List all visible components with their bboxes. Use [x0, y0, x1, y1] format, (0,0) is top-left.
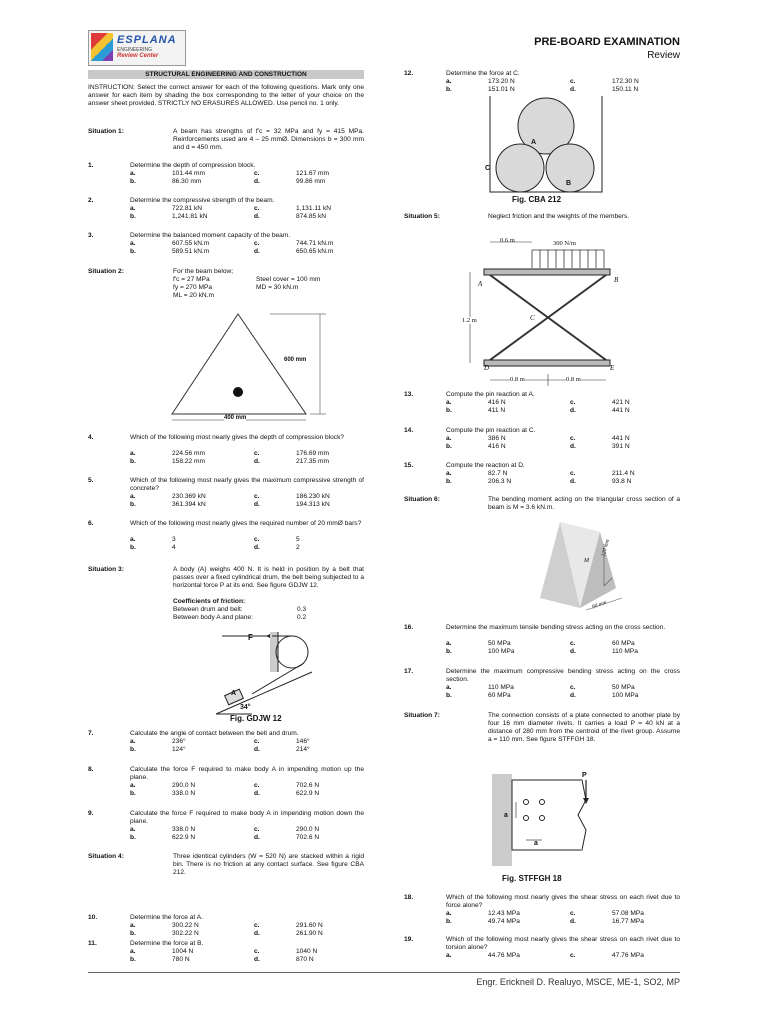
question-number: 4. [88, 434, 94, 441]
frame-load: 300 N/m [553, 240, 576, 247]
option-d: 441 N [612, 407, 630, 414]
option-letter-d: d. [254, 956, 260, 963]
option-a: 50 MPa [488, 640, 511, 647]
option-a: 236° [172, 738, 186, 745]
option-letter-d: d. [570, 443, 576, 450]
question-number: 7. [88, 730, 94, 737]
option-c: 702.6 N [296, 782, 320, 789]
situation-3-text: A body (A) weighs 400 N. It is held in position by a belt that passes over a fixed cylindrical drum, the belt being subjected to a horizontal force P at its end. See figure GDJW 12. [173, 566, 364, 589]
page-title: PRE-BOARD EXAMINATION [534, 36, 680, 48]
section-banner: STRUCTURAL ENGINEERING AND CONSTRUCTION [88, 70, 364, 79]
option-b: 206.3 N [488, 478, 512, 485]
option-letter-d: d. [570, 648, 576, 655]
question-number: 1. [88, 162, 94, 169]
option-b: 60 MPa [488, 692, 511, 699]
frame-E: E [610, 364, 615, 372]
question-number: 19. [404, 936, 414, 943]
option-b: 4 [172, 544, 176, 551]
option-c: 57.08 MPa [612, 910, 644, 917]
option-letter-c: c. [254, 536, 260, 543]
option-letter-a: a. [130, 205, 136, 212]
option-c: 121.67 mm [296, 170, 329, 177]
option-c: 146° [296, 738, 310, 745]
option-a: 44.76 MPa [488, 952, 520, 959]
figure-gdjw-angle: 34° [240, 704, 251, 711]
option-a: 224.56 mm [172, 450, 205, 457]
option-c: 421 N [612, 399, 630, 406]
option-a: 290.0 N [172, 782, 196, 789]
option-letter-b: b. [130, 178, 136, 185]
question-number: 15. [404, 462, 414, 469]
option-letter-b: b. [130, 248, 136, 255]
cba-a: A [531, 139, 537, 146]
question-number: 18. [404, 894, 414, 901]
situation-2-label: Situation 2: [88, 268, 124, 275]
question-number: 5. [88, 477, 94, 484]
option-d: 2 [296, 544, 300, 551]
option-letter-a: a. [446, 952, 452, 959]
situation-7-text: The connection consists of a plate connected to another plate by four 16 mm diameter rivets. It carries a load P = 40 kN at a distance of 280 mm from the centroid of the rivet group. Assume a = 110 mm. See figure STFFGH 18. [488, 712, 680, 743]
option-letter-b: b. [446, 692, 452, 699]
question-text: Calculate the force F required to make body A in impending motion down the plane. [130, 810, 364, 825]
option-a: 386 N [488, 435, 506, 442]
option-d: 150.11 N [612, 86, 639, 93]
option-c: 60 MPa [612, 640, 635, 647]
option-letter-c: c. [254, 782, 260, 789]
logo-name: ESPLANA [117, 34, 177, 46]
frame-B: B [614, 276, 619, 284]
option-letter-d: d. [254, 501, 260, 508]
option-letter-d: d. [254, 178, 260, 185]
option-letter-c: c. [570, 435, 576, 442]
figure-stffgh-caption: Fig. STFFGH 18 [502, 874, 562, 883]
option-letter-b: b. [130, 458, 136, 465]
option-c: 50 MPa [612, 684, 635, 691]
triangle-base-label: 400 mm [224, 415, 247, 421]
option-letter-a: a. [130, 240, 136, 247]
option-a: 1004 N [172, 948, 194, 955]
option-b: 622.9 N [172, 834, 196, 841]
option-c: 291.60 N [296, 922, 323, 929]
situation-5-label: Situation 5: [404, 213, 440, 220]
option-letter-a: a. [130, 450, 136, 457]
option-a: 110 MPa [488, 684, 514, 691]
figure-gdjw-caption: Fig. GDJW 12 [230, 714, 282, 723]
option-letter-b: b. [446, 443, 452, 450]
option-b: 302.22 N [172, 930, 199, 937]
frame-C: C [530, 314, 535, 322]
option-a: 230.369 kN [172, 493, 206, 500]
situation-7-label: Situation 7: [404, 712, 440, 719]
option-letter-d: d. [570, 407, 576, 414]
option-letter-a: a. [446, 435, 452, 442]
option-letter-b: b. [446, 648, 452, 655]
logo-sub: ENGINEERING [117, 47, 153, 53]
question-number: 13. [404, 391, 414, 398]
option-letter-c: c. [254, 826, 260, 833]
question-number: 14. [404, 427, 414, 434]
question-number: 12. [404, 70, 414, 77]
option-d: 261.90 N [296, 930, 323, 937]
figure-cba-caption: Fig. CBA 212 [512, 195, 562, 204]
cba-b: B [566, 180, 572, 187]
option-b: 151.01 N [488, 86, 515, 93]
situation-1-text: A beam has strengths of f'c = 32 MPa and fy = 415 MPa. Reinforcements used are 4 – 25 mmØ. Dimensions b = 300 mm and d = 450 mm. [173, 128, 364, 151]
option-c: 47.76 MPa [612, 952, 644, 959]
option-letter-a: a. [130, 948, 136, 955]
option-a: 416 N [488, 399, 506, 406]
option-letter-c: c. [254, 922, 260, 929]
question-number: 16. [404, 624, 414, 631]
option-letter-b: b. [130, 956, 136, 963]
question-number: 8. [88, 766, 94, 773]
option-a: 82.7 N [488, 470, 508, 477]
option-d: 214° [296, 746, 310, 753]
option-a: 607.55 kN.m [172, 240, 210, 247]
option-letter-b: b. [446, 86, 452, 93]
option-letter-a: a. [130, 782, 136, 789]
option-b: 1,241.81 kN [172, 213, 208, 220]
question-text: Which of the following most nearly gives the required number of 20 mmØ bars? [130, 520, 362, 527]
option-letter-d: d. [570, 918, 576, 925]
option-letter-d: d. [570, 86, 576, 93]
option-letter-c: c. [254, 205, 260, 212]
option-letter-a: a. [446, 910, 452, 917]
situation-4-label: Situation 4: [88, 853, 124, 860]
option-letter-a: a. [446, 78, 452, 85]
rivet-a2: a [534, 840, 538, 847]
rivet-connection-figure [490, 770, 600, 870]
option-letter-c: c. [254, 948, 260, 955]
option-letter-a: a. [446, 399, 452, 406]
question-number: 6. [88, 520, 94, 527]
option-c: 176.69 mm [296, 450, 329, 457]
figure-gdjw-a: A [231, 690, 237, 697]
situation-4-text: Three identical cylinders (W = 520 N) are stacked within a rigid bin. There is no friction at any contact surface. See figure CBA 212. [173, 853, 364, 876]
option-letter-b: b. [446, 918, 452, 925]
question-text: Determine the force at A. [130, 914, 203, 921]
option-letter-d: d. [254, 746, 260, 753]
option-letter-d: d. [254, 790, 260, 797]
friction-plane-value: 0.2 [297, 614, 307, 621]
option-letter-a: a. [130, 536, 136, 543]
option-a: 300.22 N [172, 922, 199, 929]
option-letter-c: c. [254, 738, 260, 745]
rivet-P: P [582, 772, 587, 779]
option-letter-d: d. [254, 458, 260, 465]
option-c: 172.30 N [612, 78, 639, 85]
situation-1-label: Situation 1: [88, 128, 124, 135]
option-letter-b: b. [446, 478, 452, 485]
option-c: 744.71 kN.m [296, 240, 334, 247]
option-letter-c: c. [570, 78, 576, 85]
instruction-text: INSTRUCTION: Select the correct answer for each of the following questions. Mark only one answer for each item by shading the box corresponding to the letter of your choice on the answer sheet provided. STRICTLY NO ERASURES ALLOWED. Use pencil no. 1 only. [88, 84, 364, 107]
situation-2-line1: For the beam below; [173, 268, 234, 275]
question-text: Which of the following most nearly gives the depth of compression block? [130, 434, 345, 441]
option-d: 217.35 mm [296, 458, 329, 465]
option-letter-b: b. [130, 213, 136, 220]
option-b: 86.30 mm [172, 178, 202, 185]
option-letter-c: c. [570, 470, 576, 477]
question-text: Determine the balanced moment capacity of the beam. [130, 232, 291, 239]
frame-06: 0.6 m [500, 237, 515, 244]
option-c: 441 N [612, 435, 630, 442]
frame-A: A [478, 280, 483, 288]
question-number: 2. [88, 197, 94, 204]
triangle-beam-figure [150, 308, 330, 428]
option-letter-c: c. [254, 240, 260, 247]
option-letter-b: b. [130, 790, 136, 797]
option-c: 211.4 N [612, 470, 635, 477]
option-b: 338.0 N [172, 790, 196, 797]
option-letter-b: b. [130, 746, 136, 753]
option-d: 622.9 N [296, 790, 320, 797]
prism-90: 90 mm [591, 599, 608, 611]
question-text: Which of the following most nearly gives the shear stress on each rivet due to force alone? [446, 894, 680, 909]
question-text: Compute the reaction at D. [446, 462, 525, 469]
figure-gdjw-f: F [248, 633, 253, 642]
option-b: 416 N [488, 443, 506, 450]
option-d: 110 MPa [612, 648, 638, 655]
prism-M: M [584, 558, 589, 564]
triangle-height-label: 600 mm [284, 357, 307, 363]
option-letter-c: c. [570, 399, 576, 406]
three-cylinders-figure [480, 96, 610, 196]
rivet-a1: a [504, 812, 508, 819]
frame-08a: 0.8 m [510, 376, 525, 383]
option-letter-a: a. [446, 470, 452, 477]
option-letter-a: a. [130, 922, 136, 929]
cba-c: C [485, 165, 491, 172]
question-text: Calculate the force F required to make body A in impending motion up the plane. [130, 766, 364, 781]
logo-cube-icon [91, 33, 113, 61]
option-b: 124° [172, 746, 186, 753]
option-b: 49.74 MPa [488, 918, 520, 925]
friction-drum-value: 0.3 [297, 606, 307, 613]
option-letter-d: d. [570, 478, 576, 485]
option-letter-a: a. [130, 826, 136, 833]
option-letter-a: a. [446, 684, 452, 691]
situation-6-label: Situation 6: [404, 496, 440, 503]
question-number: 11. [88, 940, 97, 947]
situation-3-label: Situation 3: [88, 566, 124, 573]
friction-drum-label: Between drum and belt: [173, 606, 243, 613]
question-text: Determine the depth of compression block. [130, 162, 256, 169]
footer-divider [88, 972, 680, 973]
question-text: Compute the pin reaction at A. [446, 391, 535, 398]
option-c: 290.0 N [296, 826, 320, 833]
situation-5-text: Neglect friction and the weights of the members. [488, 213, 630, 220]
option-a: 722.81 kN [172, 205, 203, 212]
option-letter-d: d. [254, 834, 260, 841]
page-subtitle: Review [647, 50, 680, 61]
question-text: Determine the maximum tensile bending stress acting on the cross section. [446, 624, 666, 631]
option-letter-a: a. [130, 170, 136, 177]
option-c: 1040 N [296, 948, 318, 955]
option-d: 870 N [296, 956, 314, 963]
situation-2-ml: ML = 20 kN.m [173, 292, 214, 299]
option-b: 158.22 mm [172, 458, 205, 465]
option-a: 3 [172, 536, 176, 543]
option-d: 16.77 MPa [612, 918, 644, 925]
option-letter-b: b. [130, 930, 136, 937]
question-text: Which of the following most nearly gives the shear stress on each rivet due to torsion alone? [446, 936, 680, 951]
logo-review: Review Center [117, 53, 159, 59]
option-letter-d: d. [254, 930, 260, 937]
question-text: Compute the pin reaction at C. [446, 427, 536, 434]
frame-12: 1.2 m [462, 317, 477, 324]
option-letter-c: c. [254, 450, 260, 457]
option-d: 874.85 kN [296, 213, 327, 220]
option-d: 702.6 N [296, 834, 320, 841]
option-letter-b: b. [130, 834, 136, 841]
friction-title: Coefficients of friction: [173, 598, 246, 605]
option-d: 194.313 kN [296, 501, 330, 508]
option-b: 411 N [488, 407, 506, 414]
option-b: 589.51 kN.m [172, 248, 210, 255]
option-letter-c: c. [570, 640, 576, 647]
option-c: 186.230 kN [296, 493, 330, 500]
option-letter-c: c. [570, 684, 576, 691]
frame-D: D [484, 364, 490, 372]
question-number: 10. [88, 914, 98, 921]
option-letter-a: a. [130, 493, 136, 500]
option-b: 100 MPa [488, 648, 515, 655]
option-letter-c: c. [570, 910, 576, 917]
option-a: 101.44 mm [172, 170, 205, 177]
option-a: 338.0 N [172, 826, 196, 833]
question-text: Determine the compressive strength of the beam. [130, 197, 275, 204]
option-letter-a: a. [130, 738, 136, 745]
option-letter-a: a. [446, 640, 452, 647]
triangular-prism-figure [530, 518, 640, 618]
option-letter-d: d. [254, 248, 260, 255]
option-letter-d: d. [254, 544, 260, 551]
option-b: 361.394 kN [172, 501, 206, 508]
belt-drum-figure [212, 630, 322, 716]
friction-plane-label: Between body A and plane: [173, 614, 253, 621]
option-letter-b: b. [446, 407, 452, 414]
frame-08b: 0.8 m [566, 376, 581, 383]
situation-2-fc: f'c = 27 MPa [173, 276, 210, 283]
situation-2-md: MD = 30 kN.m [256, 284, 299, 291]
question-text: Determine the force at B. [130, 940, 204, 947]
situation-6-text: The bending moment acting on the triangular cross section of a beam is M = 3.6 kN.m. [488, 496, 680, 511]
question-number: 3. [88, 232, 94, 239]
option-letter-c: c. [254, 493, 260, 500]
option-a: 12.43 MPa [488, 910, 520, 917]
question-text: Calculate the angle of contact between the belt and drum. [130, 730, 299, 737]
option-d: 93.8 N [612, 478, 632, 485]
logo [88, 30, 186, 66]
question-number: 9. [88, 810, 94, 817]
question-number: 17. [404, 668, 414, 675]
option-b: 780 N [172, 956, 190, 963]
option-d: 391 N [612, 443, 630, 450]
option-letter-d: d. [570, 692, 576, 699]
option-c: 1,131.11 kN [296, 205, 332, 212]
prism-120: 120 mm [600, 538, 611, 558]
option-c: 5 [296, 536, 300, 543]
option-d: 100 MPa [612, 692, 639, 699]
option-letter-b: b. [130, 544, 136, 551]
option-d: 650.65 kN.m [296, 248, 334, 255]
footer-author: Engr. Erickneil D. Realuyo, MSCE, ME-1, SO2, MP [476, 977, 680, 987]
option-letter-c: c. [254, 170, 260, 177]
option-letter-b: b. [130, 501, 136, 508]
option-letter-c: c. [570, 952, 576, 959]
question-text: Determine the maximum compressive bending stress acting on the cross section. [446, 668, 680, 683]
situation-2-fy: fy = 270 MPa [173, 284, 213, 291]
option-a: 173.20 N [488, 78, 515, 85]
situation-2-cover: Steel cover = 100 mm [256, 276, 321, 283]
option-d: 99.86 mm [296, 178, 326, 185]
option-letter-d: d. [254, 213, 260, 220]
question-text: Which of the following most nearly gives the maximum compressive strength of concrete? [130, 477, 364, 492]
question-text: Determine the force at C. [446, 70, 520, 77]
